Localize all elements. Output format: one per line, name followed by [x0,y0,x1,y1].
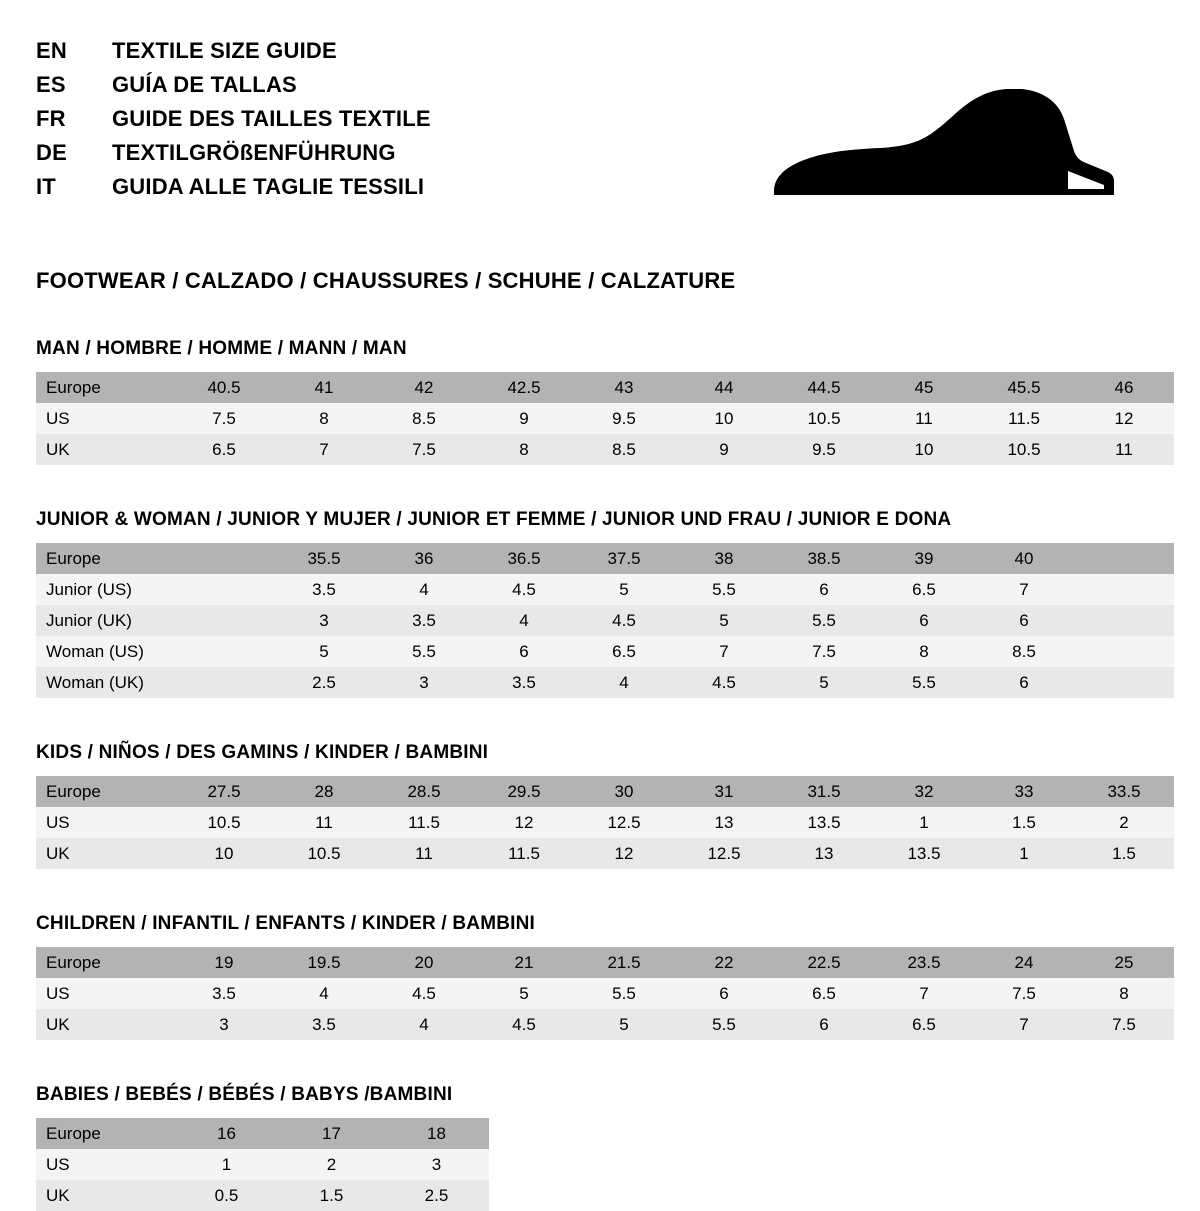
cell: 10.5 [974,434,1074,465]
cell: 24 [974,947,1074,978]
cell: 11 [274,807,374,838]
cell [174,574,274,605]
cell: 33.5 [1074,776,1174,807]
dress-shoe-icon [764,60,1124,230]
cell: 10.5 [774,403,874,434]
cell: 9.5 [774,434,874,465]
row-label: Woman (UK) [36,667,174,698]
row-label: US [36,978,174,1009]
cell: 7.5 [974,978,1074,1009]
cell: 11.5 [974,403,1074,434]
table-row [36,978,1174,1009]
cell: 8 [1074,978,1174,1009]
cell: 2 [1074,807,1174,838]
cell: 31 [674,776,774,807]
cell: 30 [574,776,674,807]
cell: 5 [274,636,374,667]
section-title: BABIES / BEBÉS / BÉBÉS / BABYS /BAMBINI [36,1084,453,1105]
cell: 21.5 [574,947,674,978]
cell: 6 [774,1009,874,1040]
language-code: FR [36,106,66,131]
cell: 6 [474,636,574,667]
row-label: US [36,1149,174,1180]
cell: 7 [974,1009,1074,1040]
cell: 7.5 [1074,1009,1174,1040]
cell: 12 [1074,403,1174,434]
size-table-junior-woman [36,543,1174,698]
cell: 42.5 [474,372,574,403]
cell: 3.5 [474,667,574,698]
cell: 19 [174,947,274,978]
cell: 7.5 [774,636,874,667]
cell: 41 [274,372,374,403]
table-row [36,1149,489,1180]
cell: 46 [1074,372,1174,403]
cell [174,543,274,574]
row-label: Junior (US) [36,574,174,605]
cell: 10 [174,838,274,869]
cell: 6.5 [574,636,674,667]
row-label: Europe [36,543,174,574]
size-table-kids [36,776,1174,869]
cell: 5.5 [374,636,474,667]
cell: 8 [474,434,574,465]
table-row [36,807,1174,838]
cell: 12 [474,807,574,838]
cell: 7 [874,978,974,1009]
cell: 1.5 [1074,838,1174,869]
cell: 21 [474,947,574,978]
table-row [36,1118,489,1149]
cell: 37.5 [574,543,674,574]
table-row [36,1009,1174,1040]
row-label: Junior (UK) [36,605,174,636]
cell [1074,667,1174,698]
cell: 38.5 [774,543,874,574]
cell: 5.5 [674,574,774,605]
cell [174,605,274,636]
cell: 3 [384,1149,489,1180]
cell: 36.5 [474,543,574,574]
cell [1074,574,1174,605]
row-label: UK [36,434,174,465]
row-label: Woman (US) [36,636,174,667]
table-row [36,434,1174,465]
size-table-man [36,372,1174,465]
cell: 0.5 [174,1180,279,1211]
row-label: Europe [36,372,174,403]
cell: 4 [574,667,674,698]
section-man [36,338,1164,465]
cell: 10 [674,403,774,434]
cell: 2.5 [384,1180,489,1211]
cell: 16 [174,1118,279,1149]
cell: 22.5 [774,947,874,978]
cell: 3 [374,667,474,698]
row-label: US [36,807,174,838]
cell: 32 [874,776,974,807]
cell: 11.5 [374,807,474,838]
cell: 43 [574,372,674,403]
cell: 19.5 [274,947,374,978]
language-title-list [36,34,431,204]
cell: 40 [974,543,1074,574]
cell: 5.5 [874,667,974,698]
table-row [36,605,1174,636]
cell: 1 [174,1149,279,1180]
language-code: DE [36,140,67,165]
cell: 7.5 [174,403,274,434]
cell: 36 [374,543,474,574]
language-code: ES [36,72,66,97]
table-row [36,372,1174,403]
cell: 18 [384,1118,489,1149]
cell: 7 [974,574,1074,605]
cell: 10.5 [274,838,374,869]
row-label: Europe [36,1118,174,1149]
section-title: JUNIOR & WOMAN / JUNIOR Y MUJER / JUNIOR ET FEMME / JUNIOR UND FRAU / JUNIOR E DONA [36,509,952,530]
cell: 12.5 [674,838,774,869]
cell: 4.5 [474,1009,574,1040]
row-label: UK [36,1180,174,1211]
cell: 4 [374,574,474,605]
row-label: Europe [36,776,174,807]
table-row [36,667,1174,698]
table-row [36,636,1174,667]
cell: 5 [574,1009,674,1040]
cell: 39 [874,543,974,574]
table-row [36,1180,489,1211]
cell: 6 [974,667,1074,698]
language-code: EN [36,38,67,63]
cell: 35.5 [274,543,374,574]
cell: 6.5 [774,978,874,1009]
table-row [36,947,1174,978]
language-row [36,170,431,204]
cell: 17 [279,1118,384,1149]
cell: 9 [474,403,574,434]
cell: 22 [674,947,774,978]
cell: 6.5 [174,434,274,465]
cell: 3.5 [174,978,274,1009]
category-heading: FOOTWEAR / CALZADO / CHAUSSURES / SCHUHE / CALZATURE [36,268,736,293]
cell: 42 [374,372,474,403]
cell: 11 [874,403,974,434]
cell: 44.5 [774,372,874,403]
cell: 8.5 [974,636,1074,667]
cell: 3 [174,1009,274,1040]
row-label: UK [36,838,174,869]
cell [1074,543,1174,574]
cell: 4 [274,978,374,1009]
size-table-children [36,947,1174,1040]
cell: 20 [374,947,474,978]
cell: 6.5 [874,574,974,605]
table-row [36,543,1174,574]
cell: 2.5 [274,667,374,698]
table-row [36,838,1174,869]
cell: 3 [274,605,374,636]
cell: 1 [974,838,1074,869]
cell: 6.5 [874,1009,974,1040]
cell: 28.5 [374,776,474,807]
cell: 5.5 [674,1009,774,1040]
cell: 5.5 [574,978,674,1009]
size-table-babies [36,1118,489,1211]
section-title: MAN / HOMBRE / HOMME / MANN / MAN [36,338,407,359]
cell: 40.5 [174,372,274,403]
cell: 9.5 [574,403,674,434]
cell: 8 [874,636,974,667]
cell: 1.5 [279,1180,384,1211]
section-children [36,913,1164,1040]
cell: 44 [674,372,774,403]
language-row [36,68,431,102]
cell: 12 [574,838,674,869]
language-title: GUIDA ALLE TAGLIE TESSILI [112,174,425,199]
cell: 2 [279,1149,384,1180]
cell: 13 [774,838,874,869]
cell: 27.5 [174,776,274,807]
table-row [36,776,1174,807]
language-row [36,136,431,170]
cell: 25 [1074,947,1174,978]
language-title: GUIDE DES TAILLES TEXTILE [112,106,431,131]
cell: 7 [674,636,774,667]
language-title: TEXTILE SIZE GUIDE [112,38,337,63]
cell: 11 [1074,434,1174,465]
section-title: CHILDREN / INFANTIL / ENFANTS / KINDER / BAMBINI [36,913,536,934]
row-label: UK [36,1009,174,1040]
cell: 11 [374,838,474,869]
language-row [36,34,431,68]
cell: 31.5 [774,776,874,807]
cell: 3.5 [274,574,374,605]
cell: 4.5 [674,667,774,698]
cell: 23.5 [874,947,974,978]
cell: 11.5 [474,838,574,869]
cell: 33 [974,776,1074,807]
cell: 29.5 [474,776,574,807]
cell: 6 [974,605,1074,636]
cell: 4.5 [574,605,674,636]
cell: 10 [874,434,974,465]
cell: 4.5 [374,978,474,1009]
cell: 13 [674,807,774,838]
cell [1074,605,1174,636]
cell: 10.5 [174,807,274,838]
cell: 5 [474,978,574,1009]
page-header [36,34,1164,230]
cell: 4 [374,1009,474,1040]
row-label: US [36,403,174,434]
cell: 5 [774,667,874,698]
cell [174,636,274,667]
cell: 8 [274,403,374,434]
cell: 28 [274,776,374,807]
cell: 12.5 [574,807,674,838]
cell: 45 [874,372,974,403]
cell: 6 [874,605,974,636]
table-row [36,574,1174,605]
language-title: TEXTILGRÖßENFÜHRUNG [112,140,396,165]
cell: 13.5 [774,807,874,838]
language-title: GUÍA DE TALLAS [112,72,297,97]
cell: 4 [474,605,574,636]
cell: 3.5 [374,605,474,636]
cell: 7 [274,434,374,465]
table-row [36,403,1174,434]
cell: 1.5 [974,807,1074,838]
row-label: Europe [36,947,174,978]
cell: 7.5 [374,434,474,465]
cell: 5 [574,574,674,605]
cell: 5.5 [774,605,874,636]
cell: 6 [674,978,774,1009]
cell: 38 [674,543,774,574]
cell: 1 [874,807,974,838]
cell: 45.5 [974,372,1074,403]
cell: 4.5 [474,574,574,605]
cell: 3.5 [274,1009,374,1040]
cell: 6 [774,574,874,605]
cell [1074,636,1174,667]
section-kids [36,742,1164,869]
section-junior-woman [36,509,1164,698]
language-code: IT [36,174,56,199]
section-babies [36,1084,1164,1211]
language-row [36,102,431,136]
cell [174,667,274,698]
cell: 8.5 [574,434,674,465]
cell: 8.5 [374,403,474,434]
section-title: KIDS / NIÑOS / DES GAMINS / KINDER / BAMBINI [36,742,489,763]
cell: 9 [674,434,774,465]
cell: 13.5 [874,838,974,869]
cell: 5 [674,605,774,636]
